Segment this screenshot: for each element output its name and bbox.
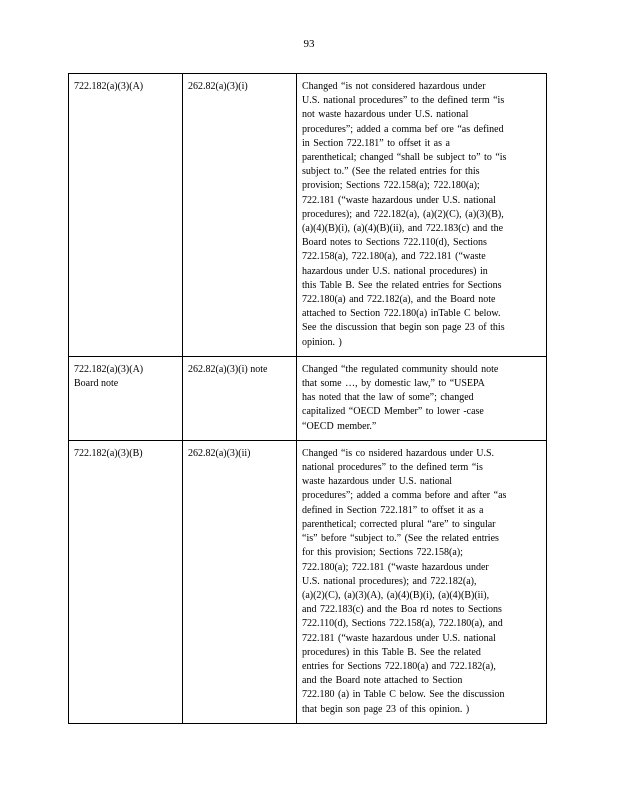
change-description-cell: Changed “is not considered hazardous under U.S. national procedures” to the defined term “is not waste hazardous under U.S. national procedures”; added a comma bef ore “as defined in Section 722.181” to offset it as a parenthetical; changed “shall be subject to” to “is subject to.” (See the related entries for this provision; Sections 722.158(a); 722.180(a); 722.181 (“waste hazardous under U.S. national procedures); and 722.182(a), (a)(2)(C), (a)(3)(B), (a)(4)(B)(i), (a)(4)(B)(ii), and 722.183(c) and the Board notes to Sections 722.110(d), Sections 722.158(a), 722.180(a), and 722.181 (“waste hazardous under U.S. national procedures) in this Table B. See the related entries for Sections 722.180(a) and 722.182(a), and the Board note attached to Section 722.180(a) inTable C below. See the discussion that begin son page 23 of this opinion. ) — [297, 74, 547, 357]
federal-section-cell: 262.82(a)(3)(ii) — [183, 440, 297, 723]
table-row — [69, 440, 547, 723]
comparison-table — [68, 73, 547, 724]
table-row — [69, 356, 547, 440]
change-description-cell: Changed “the regulated community should note that some …, by domestic law,” to “USEPA has noted that the law of some”; changed capitalized “OECD Member” to lower -case “OECD member.” — [297, 356, 547, 440]
table-row — [69, 74, 547, 357]
illinois-section-cell: 722.182(a)(3)(A) Board note — [69, 356, 183, 440]
federal-section-cell: 262.82(a)(3)(i) — [183, 74, 297, 357]
illinois-section-cell: 722.182(a)(3)(A) — [69, 74, 183, 357]
illinois-section-cell: 722.182(a)(3)(B) — [69, 440, 183, 723]
change-description-cell: Changed “is co nsidered hazardous under U.S. national procedures” to the defined term “is waste hazardous under U.S. national procedures”; added a comma before and after “as defined in Section 722.181” to offset it as a parenthetical; corrected plural “are” to singular “is” before “subject to.” (See the related entries for this provision; Sections 722.158(a); 722.180(a); 722.181 (“waste hazardous under U.S. national procedures); and 722.182(a), (a)(2)(C), (a)(3)(A), (a)(4)(B)(i), (a)(4)(B)(ii), and 722.183(c) and the Boa rd notes to Sections 722.110(d), Sections 722.158(a), 722.180(a), and 722.181 (“waste hazardous under U.S. national procedures) in this Table B. See the related entries for Sections 722.180(a) and 722.182(a), and the Board note attached to Section 722.180 (a) in Table C below. See the discussion that begin son page 23 of this opinion. ) — [297, 440, 547, 723]
federal-section-cell: 262.82(a)(3)(i) note — [183, 356, 297, 440]
page-number: 93 — [303, 38, 315, 50]
